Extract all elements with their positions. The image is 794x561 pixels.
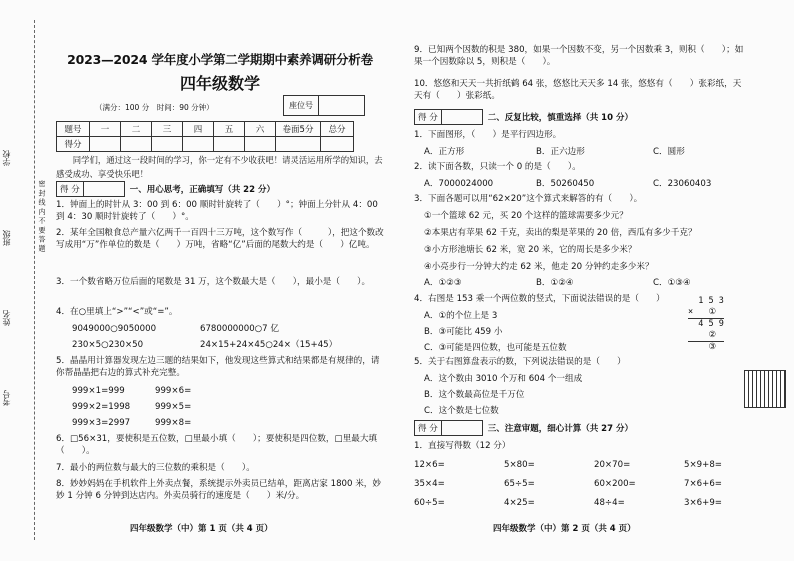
question-2: 2．某年全国粮食总产量六亿两千一百四十三万吨，这个数写作（ ），把这个数改写成用“万”作单位的数是（ ）万吨，省略“亿”后面的尾数大约是（ ）亿吨。	[56, 228, 384, 250]
section-3-header	[414, 421, 633, 435]
left-column	[50, 0, 390, 561]
calc-item[interactable]: 20×70=	[594, 459, 631, 470]
calc-item[interactable]: 48÷4=	[594, 497, 625, 508]
calc-item[interactable]: 35×4=	[414, 478, 445, 489]
score-header: 六	[245, 122, 276, 137]
calc-fill[interactable]: 999×6=	[155, 386, 192, 396]
choice-option[interactable]: C．①③④	[653, 278, 691, 288]
question-10: 10．悠悠和天天一共折纸鹤 64 张，悠悠比天天多 14 张，悠悠有（ ）张彩纸，天天有（ ）张彩纸。	[414, 79, 742, 101]
binding-label-name: 姓名	[2, 310, 11, 326]
question-4: 4．在○里填上“>”“<”或“=”。	[56, 307, 178, 317]
exam-meta: （满分：100 分 时间：90 分钟）	[95, 103, 214, 112]
calc-example: 999×1=999	[72, 386, 125, 396]
choice-option[interactable]: A．①的个位上是 3	[424, 311, 498, 321]
choice-option[interactable]: A．7000024000	[424, 179, 494, 189]
choice-sub: ④小亮步行一分钟大约走 62 米，他走 20 分钟约走多少米？	[424, 262, 654, 272]
vertical-row: ③	[688, 342, 717, 352]
vertical-row: 4 5 9	[688, 319, 724, 329]
score-header: 卷面5分	[276, 122, 321, 137]
direct-calc-title: 1．直接写得数（12 分）	[414, 441, 511, 451]
question-5: 5．晶晶用计算器发现左边三题的结果如下，他发现这些算式和结果都是有规律的，请你帮晶晶把右边的算式补充完整。	[56, 356, 380, 378]
calc-row	[414, 493, 774, 512]
calc-item[interactable]: 7×6+6=	[684, 478, 723, 489]
score-cell[interactable]	[152, 137, 183, 152]
score-cell[interactable]	[183, 137, 214, 152]
choice-option[interactable]: C．③可能是四位数，也可能是五位数	[424, 343, 567, 353]
score-row-label: 得分	[57, 137, 90, 152]
question-3: 3．一个数省略万位后面的尾数是 31 万，这个数最大是（ ），最小是（ ）。	[56, 277, 371, 287]
right-column	[408, 0, 788, 561]
question-7: 7．最小的两位数与最大的三位数的乘积是（ ）。	[56, 463, 255, 473]
calc-item[interactable]: 3×6+9=	[684, 497, 723, 508]
score-header: 一	[90, 122, 121, 137]
score-header: 四	[183, 122, 214, 137]
score-cell[interactable]	[245, 137, 276, 152]
score-header: 总分	[321, 122, 354, 137]
calc-item[interactable]: 5×80=	[504, 459, 535, 470]
seat-number-box[interactable]	[283, 95, 365, 116]
score-header: 三	[152, 122, 183, 137]
exam-subtitle: 四年级数学	[179, 74, 260, 93]
calc-example: 999×2=1998	[72, 402, 131, 412]
seat-label: 座位号	[284, 96, 319, 115]
section-score-label: 得 分	[418, 113, 438, 123]
choice-3: 3．下面各题可以用“62×20”这个算式来解答的有（ ）。	[414, 194, 643, 204]
choice-sub: ③小方形池塘长 62 米，宽 20 米，它的周长是多少米？	[424, 245, 637, 255]
compare-item: 9049000○9050000	[72, 324, 157, 334]
choice-1: 1．下面图形，（ ）是平行四边形。	[414, 130, 562, 140]
vertical-row: × ①	[688, 307, 724, 319]
choice-sub: ②本果店有苹果 62 千克，卖出的梨是苹果的 20 倍，西瓜有多少千克？	[424, 228, 697, 238]
calc-item[interactable]: 60×200=	[594, 478, 636, 489]
choice-2: 2．读下面各数，只读一个 0 的是（ ）。	[414, 162, 581, 172]
section-score-box[interactable]	[414, 420, 483, 436]
compare-item: 24×15+24×45○24×（15+45）	[200, 340, 338, 350]
calc-item[interactable]: 65÷5=	[504, 478, 535, 489]
choice-option[interactable]: B．50260450	[536, 179, 595, 189]
section-score-box[interactable]	[414, 109, 483, 125]
score-cell[interactable]	[90, 137, 121, 152]
binding-label-id: 考号	[2, 390, 11, 406]
calc-row	[414, 455, 774, 474]
abacus-image	[744, 370, 786, 408]
choice-4: 4．右图是 153 乘一个两位数的竖式，下面说法错误的是（ ）	[414, 294, 665, 304]
score-header: 题号	[57, 122, 90, 137]
score-cell[interactable]	[276, 137, 321, 152]
score-cell[interactable]	[121, 137, 152, 152]
seal-text: 密 封 线 内 不 要 答 题	[38, 180, 46, 252]
section-score-label: 得 分	[418, 424, 438, 434]
question-1: 1．钟面上的时针从 3：00 到 6：00 顺时针旋转了（ ）°；钟面上分针从 4：00 到 4：30 顺时针旋转了（ ）°。	[56, 200, 378, 222]
intro-text: 同学们，通过这一段时间的学习，你一定有不少收获吧！请灵活运用所学的知识，去感受成功、享受快乐吧！	[56, 155, 383, 179]
vertical-row: 1 5 3	[688, 296, 724, 306]
calc-item[interactable]: 60÷5=	[414, 497, 445, 508]
calc-item[interactable]: 12×6=	[414, 459, 445, 470]
choice-option[interactable]: C．这个数是七位数	[424, 406, 499, 416]
section-score-box[interactable]	[56, 181, 125, 197]
calc-item[interactable]: 5×9+8=	[684, 459, 723, 470]
calc-row	[414, 474, 774, 493]
score-header: 二	[121, 122, 152, 137]
binding-label-class: 班级	[2, 230, 11, 246]
score-cell[interactable]	[214, 137, 245, 152]
choice-option[interactable]: A．这个数由 3010 个万和 604 个一组成	[424, 374, 583, 384]
score-header: 五	[214, 122, 245, 137]
section-3-title: 三、注意审题，细心计算（共 27 分）	[487, 424, 633, 434]
footer-left: 四年级数学（中）第 1 页（共 4 页）	[130, 524, 273, 534]
vertical-multiplication	[688, 296, 724, 353]
choice-option[interactable]: A．正方形	[424, 147, 465, 157]
choice-option[interactable]: A．①②③	[424, 278, 462, 288]
section-1-title: 一、用心思考，正确填写（共 22 分）	[129, 185, 275, 195]
calc-fill[interactable]: 999×5=	[155, 402, 192, 412]
score-cell[interactable]	[321, 137, 354, 152]
exam-title: 2023—2024 学年度小学第二学期期中素养调研分析卷	[67, 52, 373, 67]
calc-fill[interactable]: 999×8=	[155, 418, 192, 428]
question-6: 6．□56×31，要使积是五位数，□里最小填（ ）；要使积是四位数，□里最大填（ ）。	[56, 434, 378, 456]
choice-option[interactable]: B．①②④	[536, 278, 574, 288]
choice-sub: ①一个篮球 62 元，买 20 个这样的篮球需要多少元？	[424, 211, 628, 221]
compare-item: 230×5○230×50	[72, 340, 144, 350]
binding-margin	[0, 0, 48, 561]
choice-option[interactable]: B．③可能比 459 小	[424, 327, 503, 337]
choice-option[interactable]: C．23060403	[653, 179, 712, 189]
choice-option[interactable]: B．正六边形	[536, 147, 585, 157]
choice-option[interactable]: B．这个数最高位是千万位	[424, 390, 525, 400]
section-score-label: 得 分	[60, 185, 80, 195]
footer-right: 四年级数学（中）第 2 页（共 4 页）	[493, 524, 636, 534]
vertical-row: ②	[688, 330, 724, 342]
binding-label-school: 学校	[2, 150, 11, 166]
score-table	[56, 121, 354, 152]
binding-line	[34, 20, 35, 540]
compare-item: 6780000000○7 亿	[200, 324, 279, 334]
section-1-header	[56, 182, 275, 196]
section-2-title: 二、反复比较，慎重选择（共 10 分）	[487, 113, 633, 123]
choice-5: 5．关于右图算盘表示的数，下列说法错误的是（ ）	[414, 357, 626, 367]
calc-item[interactable]: 4×25=	[504, 497, 535, 508]
question-8: 8．妙妙妈妈在手机软件上外卖点餐，系统提示外卖员已结单，距离店家 1800 米，妙妙 1 分钟 6 分钟到达店内。外卖员骑行的速度是（ ）米/分。	[56, 479, 381, 501]
calc-example: 999×3=2997	[72, 418, 131, 428]
section-2-header	[414, 110, 633, 124]
direct-calc-grid	[414, 455, 774, 512]
choice-option[interactable]: C．圆形	[653, 147, 685, 157]
question-9: 9．已知两个因数的积是 380，如果一个因数不变，另一个因数乘 3，则积（ ）；如果一个因数除以 5，则积是（ ）。	[414, 45, 744, 67]
